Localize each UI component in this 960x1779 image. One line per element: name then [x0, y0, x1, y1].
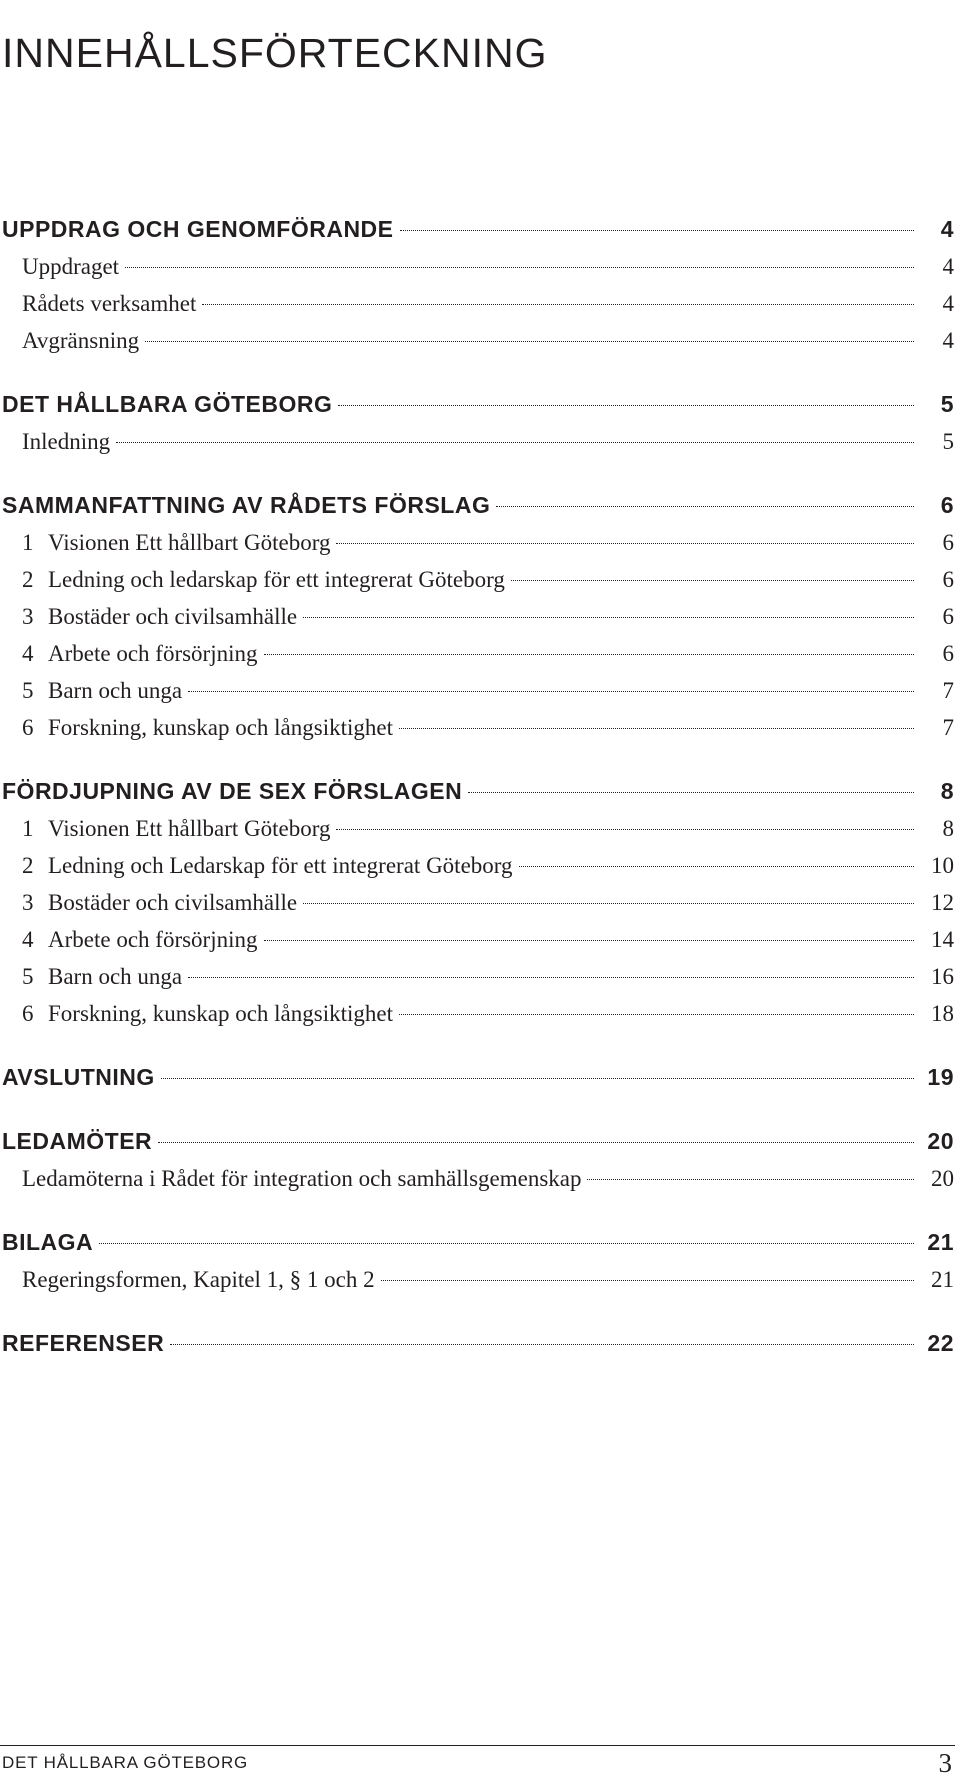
toc-entry-number: 2 [22, 567, 34, 592]
toc-heading-label: FÖRDJUPNING AV DE SEX FÖRSLAGEN [2, 778, 463, 804]
dot-leader [336, 542, 914, 544]
dot-leader [381, 1279, 914, 1281]
toc-entry-label: Visionen Ett hållbart Göteborg [48, 530, 331, 555]
toc-entry-label-wrap [0, 1160, 581, 1197]
toc-entry-label: Bostäder och civilsamhälle [48, 604, 298, 629]
toc-entry-page: 7 [942, 678, 954, 703]
toc-entry-number: 6 [22, 1001, 34, 1026]
toc-entry-number: 3 [22, 890, 34, 915]
toc-section [0, 1223, 960, 1298]
dot-leader [496, 505, 914, 507]
toc-section [0, 385, 960, 460]
toc-entry-label: Avgränsning [22, 328, 140, 353]
toc-heading-entry[interactable] [0, 1058, 960, 1096]
toc-entry-label-wrap [0, 423, 110, 460]
toc-entry-label-wrap [0, 322, 139, 359]
toc-entry-label: Arbete och försörjning [48, 927, 258, 952]
toc-section [0, 1324, 960, 1362]
dot-leader [264, 939, 915, 941]
toc-entry[interactable] [0, 285, 960, 322]
toc-heading-label: BILAGA [2, 1229, 94, 1255]
toc-entry-page: 16 [931, 964, 954, 989]
dot-leader [161, 1077, 914, 1079]
toc-entry-label-wrap [0, 635, 258, 672]
toc-heading-page: 6 [940, 492, 954, 518]
toc-entry[interactable] [0, 524, 960, 561]
dot-leader [519, 865, 914, 867]
toc-entry-page: 18 [931, 1001, 954, 1026]
toc-heading-page: 19 [927, 1064, 954, 1090]
toc-entry[interactable] [0, 958, 960, 995]
toc-entry[interactable] [0, 322, 960, 359]
dot-leader [400, 229, 914, 231]
toc-heading-label: UPPDRAG OCH GENOMFÖRANDE [2, 216, 394, 242]
toc-entry[interactable] [0, 1160, 960, 1197]
toc-entry[interactable] [0, 598, 960, 635]
page-title: INNEHÅLLSFÖRTECKNING [2, 30, 548, 77]
toc-entry-number: 4 [22, 927, 34, 952]
toc-heading-page: 22 [927, 1330, 954, 1356]
toc-entry-label-wrap [0, 995, 393, 1032]
toc-heading-label: SAMMANFATTNING AV RÅDETS FÖRSLAG [2, 492, 491, 518]
dot-leader [158, 1141, 914, 1143]
toc-entry-label: Forskning, kunskap och långsiktighet [48, 1001, 393, 1026]
dot-leader [145, 340, 914, 342]
dot-leader [303, 616, 914, 618]
toc-entry[interactable] [0, 810, 960, 847]
toc-heading-page: 5 [940, 391, 954, 417]
dot-leader [125, 266, 914, 268]
toc-entry-page: 7 [942, 715, 954, 740]
dot-leader [511, 579, 914, 581]
toc-section [0, 210, 960, 359]
toc-entry[interactable] [0, 709, 960, 746]
table-of-contents [0, 210, 960, 1388]
toc-entry-page: 12 [931, 890, 954, 915]
toc-entry-number: 5 [22, 964, 34, 989]
dot-leader [202, 303, 914, 305]
toc-entry-label: Inledning [22, 429, 111, 454]
toc-entry[interactable] [0, 423, 960, 460]
toc-entry[interactable] [0, 672, 960, 709]
toc-heading-page: 20 [927, 1128, 954, 1154]
footer-divider [0, 1745, 955, 1746]
toc-entry-page: 4 [942, 291, 954, 316]
toc-entry-page: 14 [931, 927, 954, 952]
toc-entry-label-wrap [0, 561, 505, 598]
toc-entry-page: 20 [931, 1166, 954, 1191]
toc-section [0, 772, 960, 1032]
toc-entry[interactable] [0, 884, 960, 921]
toc-entry[interactable] [0, 1261, 960, 1298]
toc-entry-number: 5 [22, 678, 34, 703]
toc-entry-label: Ledning och Ledarskap för ett integrerat Göteborg [48, 853, 513, 878]
toc-heading-page: 8 [940, 778, 954, 804]
toc-heading-entry[interactable] [0, 1324, 960, 1362]
toc-entry-label: Visionen Ett hållbart Göteborg [48, 816, 331, 841]
toc-entry-number: 4 [22, 641, 34, 666]
toc-section [0, 1122, 960, 1197]
dot-leader [99, 1242, 914, 1244]
dot-leader [264, 653, 915, 655]
toc-heading-entry[interactable] [0, 1223, 960, 1261]
toc-entry-label-wrap [0, 1261, 375, 1298]
toc-entry-number: 2 [22, 853, 34, 878]
toc-entry-label-wrap [0, 248, 119, 285]
dot-leader [188, 976, 914, 978]
toc-entry-page: 4 [942, 328, 954, 353]
toc-entry-page: 8 [942, 816, 954, 841]
toc-entry-label-wrap [0, 285, 196, 322]
toc-entry-page: 21 [931, 1267, 954, 1292]
toc-entry-number: 3 [22, 604, 34, 629]
toc-entry[interactable] [0, 635, 960, 672]
toc-heading-label: AVSLUTNING [2, 1064, 155, 1090]
toc-section [0, 1058, 960, 1096]
toc-heading-label: DET HÅLLBARA GÖTEBORG [2, 391, 333, 417]
toc-entry-label-wrap [0, 672, 182, 709]
toc-entry-label: Uppdraget [22, 254, 120, 279]
toc-section [0, 486, 960, 746]
toc-entry-label: Regeringsformen, Kapitel 1, § 1 och 2 [22, 1267, 375, 1292]
toc-entry-page: 4 [942, 254, 954, 279]
toc-heading-entry[interactable] [0, 772, 960, 810]
toc-entry-label-wrap [0, 958, 182, 995]
toc-entry[interactable] [0, 995, 960, 1032]
dot-leader [468, 791, 914, 793]
toc-heading-page: 4 [940, 216, 954, 242]
toc-heading-page: 21 [927, 1229, 954, 1255]
toc-entry[interactable] [0, 921, 960, 958]
toc-entry-label-wrap [0, 810, 330, 847]
toc-entry-number: 1 [22, 530, 34, 555]
footer-page-number: 3 [938, 1748, 952, 1778]
footer-running-title: DET HÅLLBARA GÖTEBORG [2, 1753, 249, 1772]
toc-entry-label-wrap [0, 847, 513, 884]
toc-entry-label-wrap [0, 884, 297, 921]
dot-leader [303, 902, 914, 904]
toc-entry-page: 10 [931, 853, 954, 878]
toc-entry-label: Arbete och försörjning [48, 641, 258, 666]
toc-heading-entry[interactable] [0, 210, 960, 248]
dot-leader [399, 727, 914, 729]
toc-entry-page: 6 [942, 567, 954, 592]
toc-entry[interactable] [0, 847, 960, 884]
toc-heading-label: REFERENSER [2, 1330, 165, 1356]
dot-leader [116, 441, 914, 443]
dot-leader [587, 1178, 914, 1180]
dot-leader [170, 1343, 914, 1345]
toc-entry-number: 1 [22, 816, 34, 841]
toc-entry-label: Barn och unga [48, 678, 183, 703]
toc-heading-entry[interactable] [0, 1122, 960, 1160]
toc-entry-label-wrap [0, 524, 330, 561]
dot-leader [399, 1013, 914, 1015]
dot-leader [336, 828, 914, 830]
toc-entry-page: 5 [942, 429, 954, 454]
dot-leader [188, 690, 914, 692]
toc-heading-label: LEDAMÖTER [2, 1128, 153, 1154]
toc-entry-label: Ledamöterna i Rådet för integration och samhällsgemenskap [22, 1166, 582, 1191]
toc-entry-label: Ledning och ledarskap för ett integrerat Göteborg [48, 567, 505, 592]
toc-heading-entry[interactable] [0, 385, 960, 423]
toc-entry-label: Barn och unga [48, 964, 183, 989]
toc-entry[interactable] [0, 561, 960, 598]
toc-entry-label: Forskning, kunskap och långsiktighet [48, 715, 393, 740]
dot-leader [338, 404, 914, 406]
toc-entry-page: 6 [942, 530, 954, 555]
toc-entry-number: 6 [22, 715, 34, 740]
toc-entry-label: Bostäder och civilsamhälle [48, 890, 298, 915]
toc-entry-label-wrap [0, 598, 297, 635]
toc-heading-entry[interactable] [0, 486, 960, 524]
toc-entry-page: 6 [942, 641, 954, 666]
toc-entry-page: 6 [942, 604, 954, 629]
toc-entry-label-wrap [0, 709, 393, 746]
toc-entry-label-wrap [0, 921, 258, 958]
toc-entry[interactable] [0, 248, 960, 285]
toc-entry-label: Rådets verksamhet [22, 291, 197, 316]
